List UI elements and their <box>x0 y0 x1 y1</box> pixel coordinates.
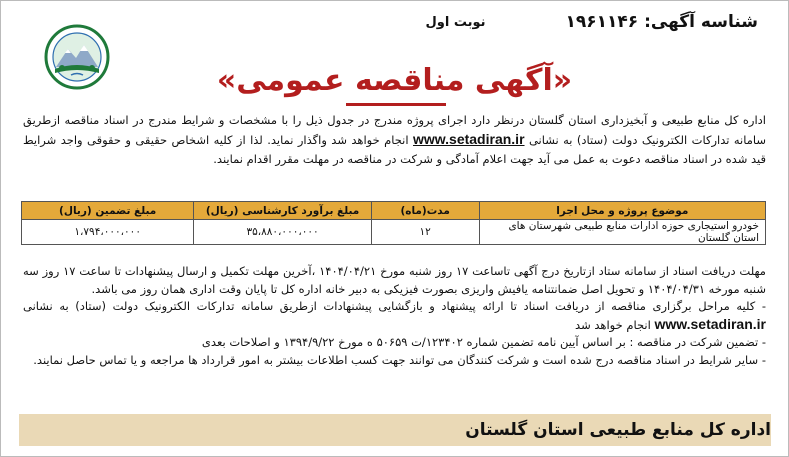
process-paragraph <box>23 298 766 334</box>
header-duration: مدت(ماه) <box>371 202 479 220</box>
notice-title: «آگهی مناقصه عمومی» <box>216 63 573 98</box>
cell-guarantee: ۱،۷۹۴،۰۰۰،۰۰۰ <box>22 220 194 245</box>
header-estimate: مبلغ برآورد کارشناسی (ریال) <box>194 202 371 220</box>
conditions-section <box>23 263 766 369</box>
header-subject: موضوع پروژه و محل اجرا <box>479 202 765 220</box>
notice-id: شناسه آگهی: ۱۹۶۱۱۴۶ <box>565 12 758 32</box>
cell-subject: خودرو استیجاری حوزه ادارات منابع طبیعی شهرستان های استان گلستان <box>479 220 765 245</box>
notice-header <box>151 9 758 35</box>
process-text: - کلیه مراحل برگزاری مناقصه از دریافت اسناد تا ارائه پیشنهاد و بازگشایی پیشنهادات ازطریق سامانه تدارکات الکترونیک دولت (ستاد) به نشانی <box>23 299 766 313</box>
table-header-row <box>22 202 766 220</box>
header-guarantee: مبلغ تضمین (ریال) <box>22 202 194 220</box>
tender-table <box>21 201 766 245</box>
deadline-paragraph: مهلت دریافت اسناد از سامانه ستاد ازتاریخ درج آگهی تاساعت ۱۷ روز شنبه مورخ ۱۴۰۴/۰۴/۲۱ ،آخرین مهلت تکمیل و ارسال پیشنهادات تا ساعت ۱۷ روز سه شنبه مورخه ۱۴۰۴/۰۴/۳۱ و تحویل اصل ضمانتنامه یافیش واریزی بصورت فیزیکی به دبیر خانه اداره کل تا پایان وقت اداری همان روز می باشد. <box>23 264 766 296</box>
website-link-2[interactable]: www.setadiran.ir <box>654 315 766 332</box>
other-conditions-paragraph: - سایر شرایط در اسناد مناقصه درج شده است و شرکت کنندگان می توانند جهت کسب اطلاعات بیشتر به امور قرارداد ها مراجعه و یا تماس حاصل نمایند. <box>33 352 766 367</box>
cell-duration: ۱۲ <box>371 220 479 245</box>
intro-paragraph <box>23 111 766 169</box>
footer-text: اداره کل منابع طبیعی استان گلستان <box>465 420 771 440</box>
footer-banner <box>19 414 771 446</box>
table-row <box>22 220 766 245</box>
website-link[interactable]: www.setadiran.ir <box>413 131 525 147</box>
cell-estimate: ۳۵،۸۸۰،۰۰۰،۰۰۰ <box>194 220 371 245</box>
notice-round: نوبت اول <box>425 14 486 30</box>
guarantee-paragraph: - تضمین شرکت در مناقصه : بر اساس آیین نامه تضمین شماره ۱۲۳۴۰۲/ت ۵۰۶۵۹ ه مورخ ۱۳۹۴/۹/۲۲ و اصلاحات بعدی <box>201 335 766 349</box>
intro-text-1: اداره کل منابع طبیعی و آبخیزداری استان گلستان درنظر دارد اجرای پروژه مندرج در جدول ذیل را با مشخصات و شرایط مندرج در اسناد مناقصه ازطریق سامانه تدارکات الکترونیک دولت (ستاد) به نشانی <box>23 113 767 147</box>
process-text-end: انجام خواهد شد <box>575 317 651 332</box>
title-underline <box>346 103 446 106</box>
intro-text-2: انجام خواهد شد واگذار نماید. لذا از کلیه اشخاص حقیقی و حقوقی واجد شرایط قید شده در اسناد مناقصه دعوت به عمل می آید جهت اعلام آمادگی و شرکت در مناقصه در مهلت مقرر اقدام نمایند. <box>23 133 766 166</box>
